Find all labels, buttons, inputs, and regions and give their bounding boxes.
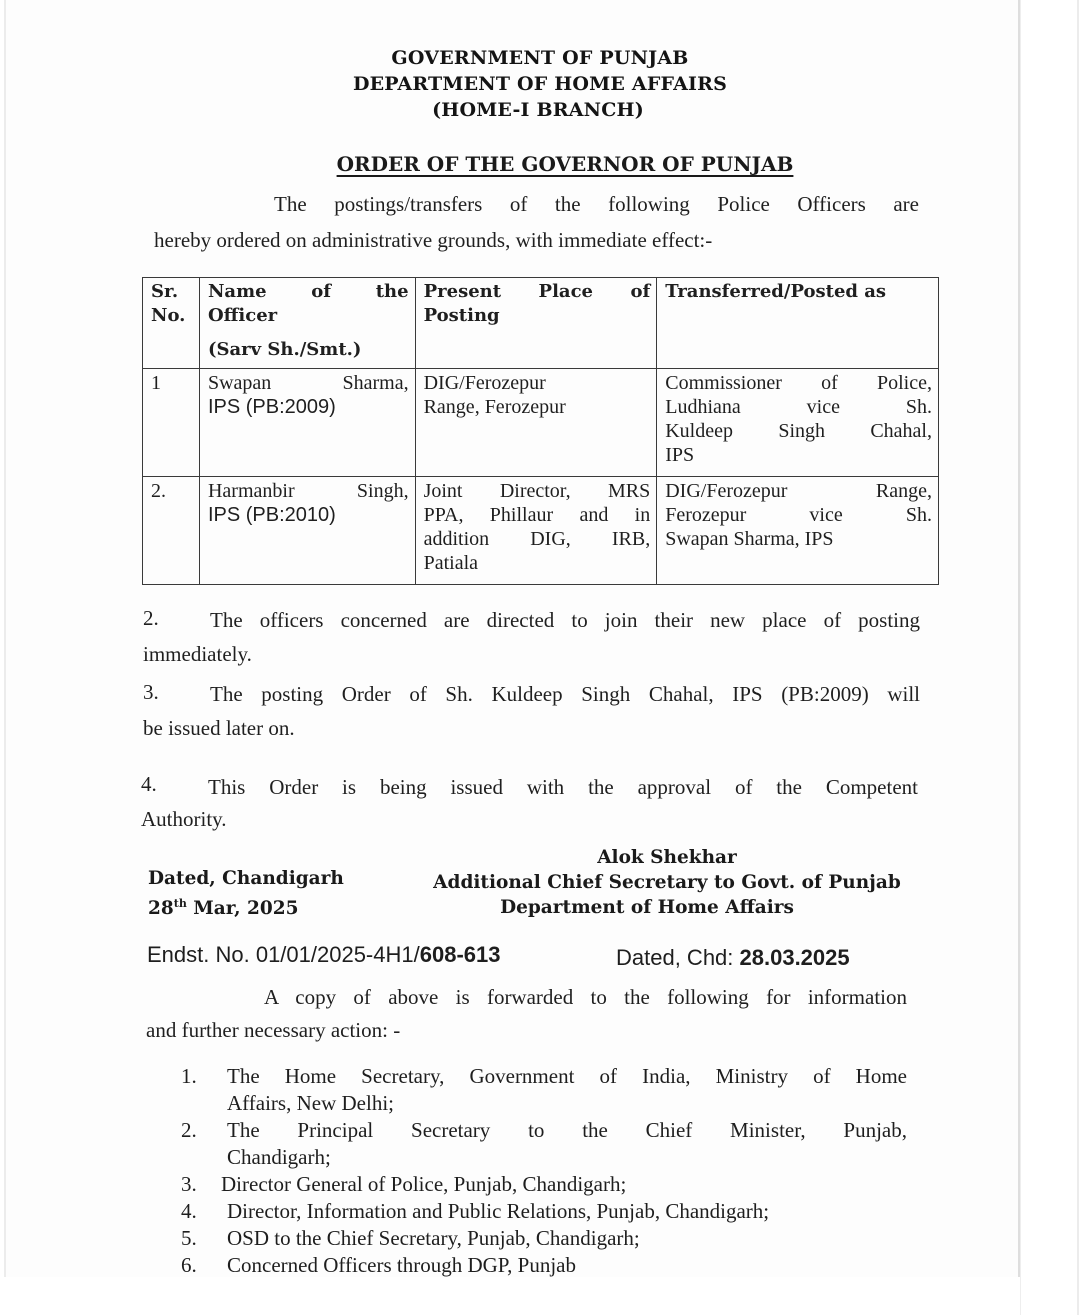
paragraph-2-line-2: immediately.	[143, 642, 252, 666]
paragraph-3-line-2: be issued later on.	[143, 716, 295, 740]
header-government: GOVERNMENT OF PUNJAB	[391, 47, 689, 69]
paragraph-4-number: 4.	[141, 772, 157, 796]
cell-present-posting: Joint Director, MRS PPA, Phillaur and in addition DIG, IRB, Patiala	[415, 477, 657, 585]
paragraph-2-number: 2.	[143, 606, 159, 630]
table-header-row	[143, 278, 939, 369]
list-item: 5. OSD to the Chief Secretary, Punjab, Chandigarh;	[181, 1226, 640, 1250]
intro-line-2: hereby ordered on administrative grounds, with immediate effect:-	[154, 228, 713, 252]
list-item: 3. Director General of Police, Punjab, Chandigarh;	[181, 1172, 627, 1196]
cell-officer-name: Harmanbir Singh, IPS (PB:2010)	[199, 477, 415, 585]
signatory-designation: Additional Chief Secretary to Govt. of Punjab	[433, 872, 901, 893]
cell-transferred: Commissioner of Police, Ludhiana vice Sh. Kuldeep Singh Chahal, IPS	[657, 369, 939, 477]
header-transferred-posted: Transferred/Posted as	[657, 278, 939, 369]
paragraph-3-line-1: The posting Order of Sh. Kuldeep Singh Chahal, IPS (PB:2009) will	[210, 682, 920, 706]
header-branch: (HOME-I BRANCH)	[432, 99, 644, 121]
list-item: 1. The Home Secretary, Government of India, Ministry of Home Affairs, New Delhi;	[181, 1064, 907, 1115]
intro-line-1: The postings/transfers of the following Police Officers are	[274, 192, 919, 216]
header-department: DEPARTMENT OF HOME AFFAIRS	[352, 73, 728, 95]
cell-sr: 2.	[143, 477, 200, 585]
paragraph-3-number: 3.	[143, 680, 159, 704]
endorsement-date: Dated, Chd: 28.03.2025	[616, 945, 850, 970]
signatory-name: Alok Shekhar	[597, 847, 737, 868]
copy-list-container	[181, 1063, 907, 1277]
dated-place: Dated, Chandigarh	[148, 868, 344, 889]
table-row	[143, 477, 939, 585]
list-item: 4. Director, Information and Public Relations, Punjab, Chandigarh;	[181, 1199, 770, 1223]
copy-forward-line-2: and further necessary action: -	[146, 1018, 401, 1042]
cell-officer-name: Swapan Sharma, IPS (PB:2009)	[199, 369, 415, 477]
page-edge-strip	[1020, 0, 1079, 1315]
header-present-posting: Present Place of Posting	[415, 278, 657, 369]
paragraph-4-line-1: This Order is being issued with the approval of the Competent	[208, 775, 918, 799]
dated-date: 28th Mar, 2025	[148, 897, 299, 919]
endorsement-number: Endst. No. 01/01/2025-4H1/608-613	[147, 942, 501, 967]
paragraph-2-line-1: The officers concerned are directed to join their new place of posting	[210, 608, 920, 632]
table-row	[143, 369, 939, 477]
cell-transferred: DIG/Ferozepur Range, Ferozepur vice Sh. Swapan Sharma, IPS	[657, 477, 939, 585]
header-officer-name: Name of the Officer (Sarv Sh./Smt.)	[199, 278, 415, 369]
list-item: 2. The Principal Secretary to the Chief Minister, Punjab, Chandigarh;	[181, 1118, 907, 1169]
order-title: ORDER OF THE GOVERNOR OF PUNJAB	[336, 152, 794, 176]
copy-list	[181, 1063, 907, 1277]
paragraph-4-line-2: Authority.	[141, 807, 227, 831]
list-item: 6. Concerned Officers through DGP, Punjab	[181, 1253, 576, 1277]
cell-present-posting: DIG/Ferozepur Range, Ferozepur	[415, 369, 657, 477]
cell-sr: 1	[143, 369, 200, 477]
header-sr-no: Sr. No.	[143, 278, 200, 369]
signatory-department: Department of Home Affairs	[500, 897, 794, 918]
postings-table	[142, 277, 939, 585]
copy-forward-line-1: A copy of above is forwarded to the following for information	[264, 985, 907, 1009]
